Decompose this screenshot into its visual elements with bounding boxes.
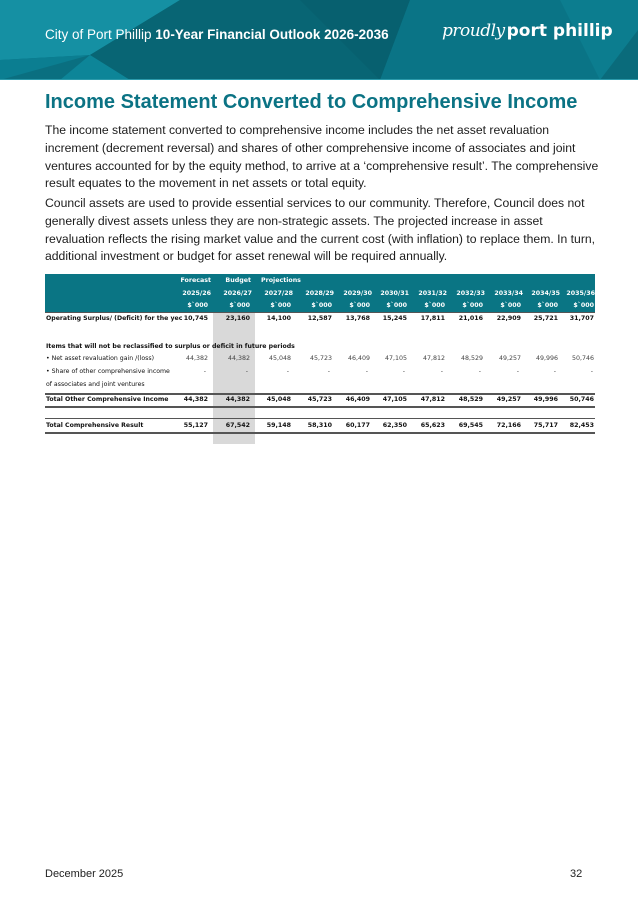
year-header: 2032/33: [456, 290, 485, 297]
table-cell: 22,909: [496, 315, 521, 322]
table-cell: 46,409: [347, 355, 370, 362]
row-label-net-asset-revaluation: • Net asset revaluation gain /(loss): [46, 355, 154, 362]
row-label-total-other-comprehensive-income: Total Other Comprehensive Income: [46, 396, 169, 403]
table-cell: 75,717: [533, 422, 558, 429]
unit-header: $`000: [349, 302, 370, 309]
table-cell: 21,016: [458, 315, 483, 322]
table-cell: 47,105: [382, 396, 407, 403]
footer-date: December 2025: [45, 868, 124, 880]
row-label-share-comprehensive-income-cont: of associates and joint ventures: [46, 381, 145, 388]
year-header: 2031/32: [418, 290, 447, 297]
table-cell: 82,453: [569, 422, 594, 429]
brand-logo-text: port phillip: [506, 21, 613, 41]
table-cell: -: [286, 368, 289, 375]
unit-header: $`000: [462, 302, 483, 309]
table-cell: 49,996: [535, 355, 558, 362]
unit-header: $`000: [386, 302, 407, 309]
table-cell: 69,545: [458, 422, 483, 429]
total-result-rule-bottom: [45, 432, 595, 434]
table-cell: 60,177: [345, 422, 370, 429]
unit-header: $`000: [270, 302, 291, 309]
header-projections: Projections: [261, 277, 301, 284]
header-rule: [45, 312, 595, 313]
header-budget: Budget: [225, 277, 251, 284]
year-header: 2025/26: [182, 290, 211, 297]
table-cell: 44,382: [227, 355, 250, 362]
year-header: 2027/28: [264, 290, 293, 297]
table-cell: 44,382: [185, 355, 208, 362]
section-label-not-reclassified: Items that will not be reclassified to surplus or deficit in future periods: [46, 343, 295, 350]
table-cell: 10,745: [183, 315, 208, 322]
page-number: 32: [570, 868, 583, 880]
total-result-rule-top: [45, 418, 595, 419]
page-banner: [0, 0, 638, 80]
year-header: 2030/31: [380, 290, 409, 297]
unit-header: $`000: [500, 302, 521, 309]
table-cell: 12,587: [307, 315, 332, 322]
unit-header: $`000: [573, 302, 594, 309]
table-cell: 47,812: [422, 355, 445, 362]
table-cell: 17,811: [420, 315, 445, 322]
table-cell: -: [516, 368, 519, 375]
table-cell: 49,257: [498, 355, 521, 362]
table-cell: 44,382: [225, 396, 250, 403]
table-cell: 44,382: [183, 396, 208, 403]
table-cell: 45,723: [307, 396, 332, 403]
table-cell: 46,409: [345, 396, 370, 403]
table-cell: 72,166: [496, 422, 521, 429]
unit-header: $`000: [229, 302, 250, 309]
unit-header: $`000: [537, 302, 558, 309]
table-cell: 31,707: [569, 315, 594, 322]
table-cell: -: [478, 368, 481, 375]
row-label-total-comprehensive-result: Total Comprehensive Result: [46, 422, 144, 429]
year-header: 2035/36: [566, 290, 595, 297]
year-header: 2033/34: [494, 290, 523, 297]
brand-logo-script: proudly: [442, 21, 505, 41]
header-forecast: Forecast: [180, 277, 211, 284]
table-cell: -: [590, 368, 593, 375]
table-cell: 14,100: [266, 315, 291, 322]
table-cell: -: [440, 368, 443, 375]
table-cell: 25,721: [533, 315, 558, 322]
unit-header: $`000: [424, 302, 445, 309]
row-label-share-comprehensive-income: • Share of other comprehensive income: [46, 368, 170, 375]
table-cell: 65,623: [420, 422, 445, 429]
brand-logo: [442, 21, 613, 41]
table-cell: 55,127: [183, 422, 208, 429]
table-cell: 62,350: [382, 422, 407, 429]
table-cell: -: [203, 368, 206, 375]
unit-header: $`000: [187, 302, 208, 309]
total-other-rule-top: [45, 393, 595, 395]
banner-divider: [0, 79, 638, 80]
year-header: 2026/27: [223, 290, 252, 297]
table-cell: 13,768: [345, 315, 370, 322]
intro-paragraph: The income statement converted to comprehensive income includes the net asset revaluation increment (decrement reversal) and shares of other comprehensive income of associates and joint ventures accounted for by the equity method, to arrive at a ‘comprehensive result’. The comprehensive result equates to the movement in net assets or total equity.: [45, 123, 599, 191]
table-cell: 48,529: [460, 355, 483, 362]
table-cell: -: [245, 368, 248, 375]
table-cell: -: [327, 368, 330, 375]
total-other-rule-bottom: [45, 406, 595, 408]
table-cell: 45,723: [309, 355, 332, 362]
table-cell: -: [553, 368, 556, 375]
table-cell: 50,746: [569, 396, 594, 403]
unit-header: $`000: [311, 302, 332, 309]
table-cell: 45,048: [266, 396, 291, 403]
document-title-bold: 10-Year Financial Outlook 2026-2036: [155, 27, 389, 42]
table-cell: 47,105: [384, 355, 407, 362]
table-cell: 67,542: [225, 422, 250, 429]
assets-paragraph: Council assets are used to provide essential services to our community. Therefore, Council does not generally divest assets unless they are non-strategic assets. The projected increase in asset revaluation reflects the rising market value and the current cost (with inflation) to replace them. In turn, additional investment or budget for asset renewal will be required annually.: [45, 196, 596, 264]
table-cell: 49,257: [496, 396, 521, 403]
table-cell: 50,746: [571, 355, 594, 362]
table-cell: 58,310: [307, 422, 332, 429]
table-cell: 45,048: [268, 355, 291, 362]
year-header: 2034/35: [531, 290, 560, 297]
page-title: Income Statement Converted to Comprehensive Income: [45, 91, 578, 113]
table-cell: 48,529: [458, 396, 483, 403]
year-header: 2029/30: [343, 290, 372, 297]
document-title: [45, 27, 389, 42]
table-cell: 49,996: [533, 396, 558, 403]
year-header: 2028/29: [305, 290, 334, 297]
document-title-prefix: City of Port Phillip: [45, 27, 156, 42]
table-cell: -: [402, 368, 405, 375]
table-cell: 59,148: [266, 422, 291, 429]
table-cell: -: [365, 368, 368, 375]
table-cell: 47,812: [420, 396, 445, 403]
table-cell: 23,160: [225, 315, 250, 322]
table-cell: 15,245: [382, 315, 407, 322]
row-label-operating-surplus: Operating Surplus/ (Deficit) for the yec: [46, 315, 183, 322]
